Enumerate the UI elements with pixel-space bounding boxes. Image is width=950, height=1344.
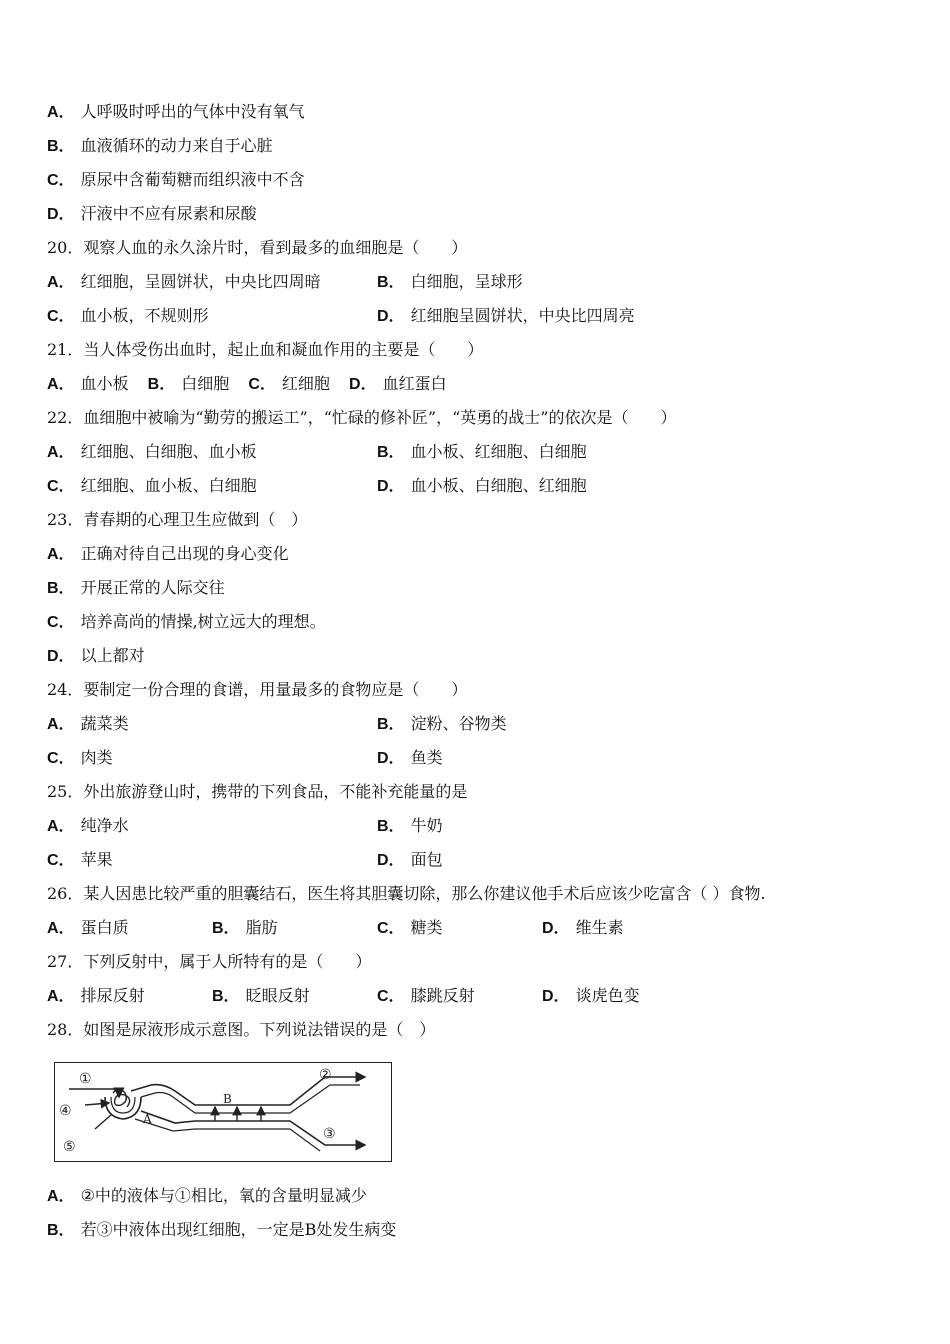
label-3: ③	[323, 1126, 336, 1142]
filtration-arrow	[95, 1115, 111, 1129]
q26-stem: 26．某人因患比较严重的胆囊结石，医生将其胆囊切除，那么你建议他手术后应该少吃富含（ ）食物.	[47, 884, 766, 903]
urine-formation-diagram	[54, 1062, 392, 1162]
q23-option-b: B． 开展正常的人际交往	[47, 578, 225, 597]
q22-option-d: D． 血小板、白细胞、红细胞	[377, 476, 587, 495]
q24-stem: 24．要制定一份合理的食谱，用量最多的食物应是（ ）	[47, 680, 468, 699]
q21-stem: 21．当人体受伤出血时，起止血和凝血作用的主要是（ ）	[47, 340, 484, 359]
q22-option-b: B． 血小板、红细胞、白细胞	[377, 442, 587, 461]
q20-option-b: B． 白细胞，呈球形	[377, 272, 523, 291]
q28-stem: 28．如图是尿液形成示意图。下列说法错误的是（ ）	[47, 1020, 436, 1039]
q24-option-a: A． 蔬菜类	[47, 714, 129, 733]
q19-option-c: C． 原尿中含葡萄糖而组织液中不含	[47, 170, 305, 189]
q25-option-c: C． 苹果	[47, 850, 113, 869]
q20-stem: 20．观察人血的永久涂片时，看到最多的血细胞是（ ）	[47, 238, 468, 257]
glomerulus	[113, 1089, 130, 1107]
q20-option-a: A． 红细胞，呈圆饼状，中央比四周暗	[47, 272, 321, 291]
q26-option-a: A． 蛋白质	[47, 918, 129, 937]
q19-option-a: A． 人呼吸时呼出的气体中没有氧气	[47, 102, 305, 121]
q28-option-a: A． ②中的液体与①相比，氧的含量明显减少	[47, 1186, 367, 1205]
q23-stem: 23．青春期的心理卫生应做到（ ）	[47, 510, 308, 529]
q25-stem: 25．外出旅游登山时，携带的下列食品，不能补充能量的是	[47, 782, 468, 801]
q19-option-b: B． 血液循环的动力来自于心脏	[47, 136, 273, 155]
q28-option-b: B． 若③中液体出现红细胞，一定是B处发生病变	[47, 1220, 397, 1239]
q25-option-d: D． 面包	[377, 850, 443, 869]
q27-option-b: B． 眨眼反射	[212, 986, 310, 1005]
q22-option-a: A． 红细胞、白细胞、血小板	[47, 442, 257, 461]
label-a: A	[143, 1112, 152, 1126]
q19-option-d: D． 汗液中不应有尿素和尿酸	[47, 204, 257, 223]
q26-option-d: D． 维生素	[542, 918, 624, 937]
q22-stem: 22．血细胞中被喻为“勤劳的搬运工”，“忙碌的修补匠”，“英勇的战士”的依次是（ ）	[47, 408, 677, 427]
q27-option-d: D． 谈虎色变	[542, 986, 640, 1005]
label-4: ④	[59, 1103, 72, 1119]
afferent-vessel	[69, 1089, 119, 1097]
q25-option-a: A． 纯净水	[47, 816, 129, 835]
q24-option-c: C． 肉类	[47, 748, 113, 767]
label-b: B	[223, 1092, 232, 1106]
label-2: ②	[319, 1067, 332, 1083]
label-5: ⑤	[63, 1139, 76, 1155]
q27-option-a: A． 排尿反射	[47, 986, 145, 1005]
q20-option-c: C． 血小板，不规则形	[47, 306, 209, 325]
q23-option-d: D． 以上都对	[47, 646, 145, 665]
q25-option-b: B． 牛奶	[377, 816, 443, 835]
q24-option-d: D． 鱼类	[377, 748, 443, 767]
q20-option-d: D． 红细胞呈圆饼状，中央比四周亮	[377, 306, 635, 325]
q27-stem: 27．下列反射中，属于人所特有的是（ ）	[47, 952, 372, 971]
label-1: ①	[79, 1071, 92, 1087]
q26-option-c: C． 糖类	[377, 918, 443, 937]
q23-option-c: C． 培养高尚的情操,树立远大的理想。	[47, 612, 326, 631]
q26-option-b: B． 脂肪	[212, 918, 278, 937]
q24-option-b: B． 淀粉、谷物类	[377, 714, 507, 733]
q27-option-c: C． 膝跳反射	[377, 986, 475, 1005]
q21-options: A． 血小板 B． 白细胞 C． 红细胞 D． 血红蛋白	[47, 374, 447, 393]
q23-option-a: A． 正确对待自己出现的身心变化	[47, 544, 289, 563]
q22-option-c: C． 红细胞、血小板、白细胞	[47, 476, 257, 495]
